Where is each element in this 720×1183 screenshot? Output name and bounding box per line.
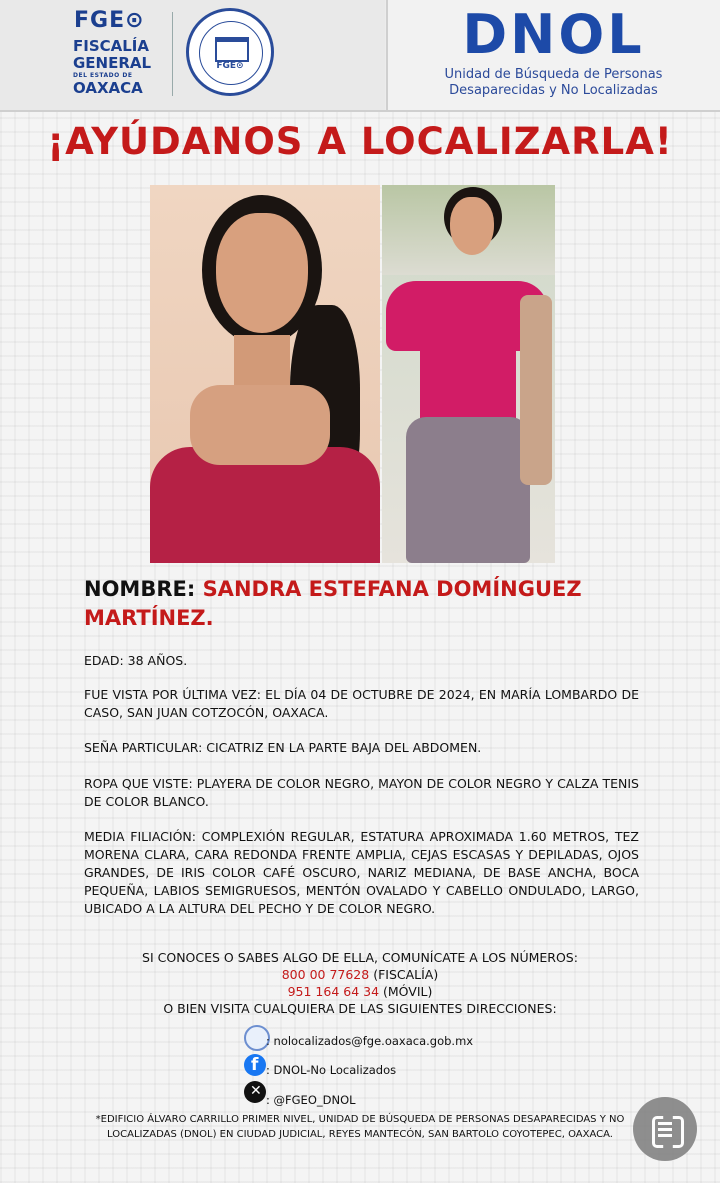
dnol-subtitle <box>387 67 720 99</box>
scan-text-icon[interactable] <box>633 1097 697 1161</box>
twitter-link[interactable]: : @FGEO_DNOL <box>266 1093 356 1107</box>
visit-text: O BIEN VISITA CUALQUIERA DE LAS SIGUIENTES DIRECCIONES: <box>163 1001 557 1016</box>
phone-mobile-number[interactable]: 951 164 64 34 <box>287 984 380 999</box>
fgeo-logo-area <box>0 0 385 110</box>
phone-fiscalia-note: (FISCALÍA) <box>369 967 439 982</box>
age-text: EDAD: 38 AÑOS. <box>84 653 188 668</box>
phone-mobile-note: (MÓVIL) <box>379 984 433 999</box>
dnol-subtitle-line2: Desaparecidas y No Localizadas <box>449 83 658 98</box>
headline: ¡AYÚDANOS A LOCALIZARLA! <box>47 120 673 163</box>
photo-full-body <box>382 185 555 563</box>
name-row <box>84 575 639 633</box>
contact-intro: SI CONOCES O SABES ALGO DE ELLA, COMUNÍCATE A LOS NÚMEROS: <box>142 950 578 965</box>
dnol-logo: DNOL <box>462 3 645 66</box>
name-value: SANDRA ESTEFANA DOMÍNGUEZ MARTÍNEZ. <box>84 577 582 630</box>
phone-fiscalia <box>100 966 620 983</box>
clothing-text: ROPA QUE VISTE: PLAYERA DE COLOR NEGRO, MAYON DE COLOR NEGRO Y CALZA TENIS DE COLOR BLANCO. <box>84 776 639 809</box>
distinguishing-mark-text: SEÑA PARTICULAR: CICATRIZ EN LA PARTE BAJA DEL ABDOMEN. <box>84 740 482 755</box>
fgeo-logo-text <box>73 38 151 97</box>
facebook-link[interactable]: : DNOL-No Localizados <box>266 1063 397 1077</box>
facebook-icon: f <box>244 1054 266 1076</box>
fgeo-logo: FGE⊙ <box>74 8 145 33</box>
photo-portrait <box>150 185 380 563</box>
fgeo-line-oaxaca: OAXACA <box>73 79 143 97</box>
name-label: NOMBRE: <box>84 577 196 601</box>
dnol-subtitle-line1: Unidad de Búsqueda de Personas <box>444 67 663 82</box>
phone-fiscalia-number[interactable]: 800 00 77628 <box>281 967 370 982</box>
fiscalia-seal-icon <box>186 8 274 96</box>
description-text: MEDIA FILIACIÓN: COMPLEXIÓN REGULAR, ESTATURA APROXIMADA 1.60 METROS, TEZ MORENA CLARA, CARA REDONDA FRENTE AMPLIA, CEJAS ESCASAS Y DEPILADAS, OJOS GRANDES, DE IRIS COLOR CAFÉ OSCURO, NARIZ MEDIANA, DE BASE ANCHA, BOCA PEQUEÑA, LABIOS SEMIGRUESOS, MENTÓN OVALADO Y CABELLO ONDULADO, LARGO, UBICADO A LA ALTURA DEL PECHO Y DE COLOR NEGRO. <box>84 829 639 916</box>
last-seen-text: FUE VISTA POR ÚLTIMA VEZ: EL DÍA 04 DE OCTUBRE DE 2024, EN MARÍA LOMBARDO DE CASO, SAN JUAN COTZOCÓN, OAXACA. <box>84 687 639 720</box>
email-link[interactable]: : nolocalizados@fge.oaxaca.gob.mx <box>266 1034 474 1048</box>
phone-mobile <box>100 983 620 1000</box>
fgeo-line-del-estado: DEL ESTADO DE <box>73 72 133 79</box>
fgeo-line-fiscalia: FISCALÍA <box>73 37 149 55</box>
footer-address: *EDIFICIO ÁLVARO CARRILLO PRIMER NIVEL, UNIDAD DE BÚSQUEDA DE PERSONAS DESAPARECIDAS Y NO LOCALIZADAS (DNOL) EN CIUDAD JUDICIAL, REYES MANTECÓN, SAN BARTOLO COYOTEPEC, OAXACA. <box>95 1114 625 1140</box>
header <box>0 0 720 112</box>
seal-text: FGE⊙ <box>216 61 244 71</box>
header-divider <box>172 12 173 96</box>
fgeo-line-general: GENERAL <box>73 54 152 72</box>
x-twitter-icon: ✕ <box>244 1081 266 1103</box>
